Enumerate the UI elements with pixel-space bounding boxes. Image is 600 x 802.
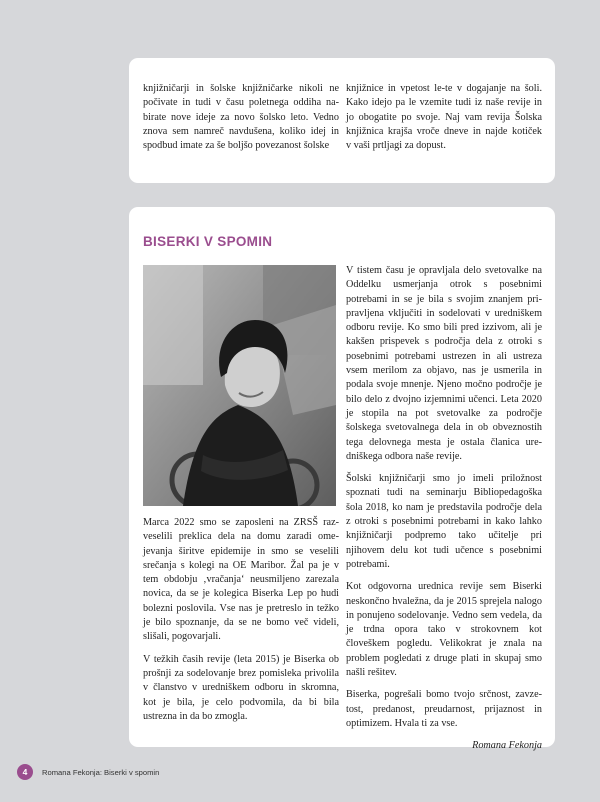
portrait-photo-illustration: [143, 265, 336, 506]
paragraph: Biserka, pogrešali bomo tvojo srčnost, zavzetost, predanost, preudarnost, prijaznost in optimizem. Hvala ti za vse.: [346, 689, 542, 729]
paragraph: V težkih časih revije (leta 2015) je Biserka ob prošnji za sodelovanje brez pomisleka privolila v članstvo v uredniškem odboru in skromna, kot je bila, je celo podvomila, da bi bila ustrezna in da bo zmogla.: [143, 653, 339, 722]
text-line: jo obogatite po svoje. Naj vam revija Šolska: [346, 111, 542, 123]
text-line: knjižničarji in šolske knjižničarke nikoli ne: [143, 83, 339, 94]
paragraph: Marca 2022 smo se zaposleni na ZRSŠ razveselili preklica dela na domu zaradi omejevanja širitve epidemije in smo se veselili srečanja s kolegi na OE Maribor. Žal pa je v tem obdobju ‚vračanja‘ neusmiljeno zarezala novica, da se je kolegica Biserka Lep po hudi bolezni poslovila. Vse nas je pretreslo in težko je bilo spoznanje, da se ne bomo več videli, slišali, pogovarjali.: [143, 517, 339, 643]
text-line: knjižnice in vpetost le-te v dogajanje na šoli.: [346, 83, 542, 94]
text-line: počivate in tudi v času poletnega oddiha na-: [143, 97, 339, 109]
portrait-photo: [143, 265, 336, 506]
intro-left-column: [143, 82, 339, 153]
text-line: birate nove ideje za novo šolsko leto. Vedno: [143, 111, 339, 123]
author-signature: Romana Fekonja: [472, 740, 542, 752]
article-left-column: [143, 516, 339, 724]
paragraph: Kot odgovorna urednica revije sem Biserki neskončno hvaležna, da je 2015 sprejela nalogo in ponujeno sodelovanje. Vedno sem vedela, da je trdna opora tako v strokovnem kot človeškem pogledu. Velikokrat je znala na problem pogledati z druge plati in skupaj smo našli rešitev.: [346, 581, 542, 679]
intro-right-column: [346, 82, 542, 153]
article-heading: BISERKI V SPOMIN: [143, 234, 273, 249]
intro-card: [129, 58, 555, 183]
page-footer: [17, 764, 159, 780]
paragraph: Šolski knjižničarji smo jo imeli priložnost spoznati tudi na seminarju Bibliopedagoška šola 2018, ko nam je predstavila področje dela z otroki s posebnimi potrebami in kako lahko knjižničarji podpremo tako učitelje pri njihovem delu kot tudi učence s posebnimi potrebami.: [346, 473, 542, 570]
text-line: spodbud imate za še boljšo povezanost šolske: [143, 140, 330, 152]
paragraph: V tistem času je opravljala delo svetovalke na Oddelku usmerjanja otrok s posebnimi potrebami in se je bila s svojim znanjem pripravljena vključiti in sodelovati v uredniškem odboru revije. Ko smo bili pred izzivom, ali je kakšen prispevek s področja dela z otroki s posebnimi potrebami ustrezen in ali ustreza vsem merilom za objavo, nas je usmerila in podala svoje mnenje. Njeno močno področje je bilo delo z dvojno izjemnimi učenci. Leta 2020 je stopila na pot svetovalke za področje šolskega svetovalnega dela in ob obveznostih tega delovnega mesta je ostala članica uredniškega odbora naše revije.: [346, 265, 542, 462]
running-title: Romana Fekonja: Biserki v spomin: [42, 767, 160, 777]
page-number-badge: 4: [17, 764, 33, 780]
text-line: v vaši prtljagi za dopust.: [346, 140, 446, 152]
text-line: Kako idejo pa le vzemite tudi iz naše revije in: [346, 97, 542, 109]
text-line: knjižnica krajša vroče dneve in najde kotiček: [346, 125, 542, 137]
article-right-column: [346, 264, 542, 754]
text-line: znova sem namreč navdušena, koliko idej in: [143, 125, 339, 137]
article-card: [129, 207, 555, 752]
